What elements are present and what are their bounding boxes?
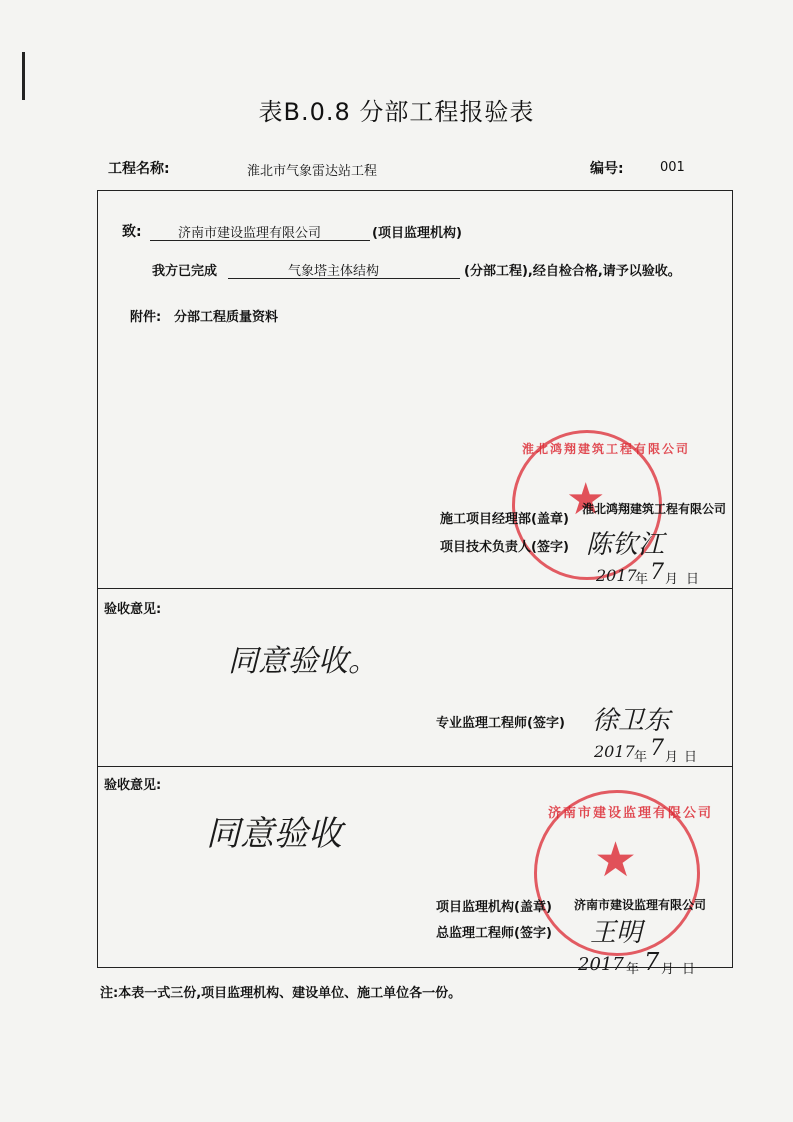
engineer-label: 专业监理工程师(签字): [436, 716, 565, 731]
to-label: 致:: [122, 224, 142, 240]
section2-date-month: 7: [650, 736, 664, 761]
chief-signature: 王明: [590, 918, 643, 948]
contractor-stamp-text: 淮北鸿翔建筑工程有限公司: [522, 442, 691, 456]
org-label: 项目监理机构(盖章): [436, 900, 552, 915]
section1-day-unit: 日: [686, 572, 700, 587]
to-suffix: (项目监理机构): [372, 226, 462, 241]
chief-label: 总监理工程师(签字): [436, 926, 552, 941]
tech-label: 项目技术负责人(签字): [440, 540, 569, 555]
divider-2: [97, 766, 733, 767]
dept-value: 淮北鸿翔建筑工程有限公司: [582, 502, 727, 516]
section2-date-year: 2017: [594, 742, 635, 761]
page-title: 表B.0.8 分部工程报验表: [258, 98, 535, 126]
number-label: 编号:: [590, 161, 624, 177]
to-underline: [150, 240, 370, 241]
section2-month-unit: 月: [665, 750, 679, 765]
section3-date-year: 2017: [578, 954, 624, 975]
completed-suffix: (分部工程),经自检合格,请予以验收。: [464, 264, 681, 279]
number-value: 001: [660, 160, 685, 175]
org-value: 济南市建设监理有限公司: [574, 898, 707, 912]
engineer-signature: 徐卫东: [592, 706, 671, 736]
section2-label: 验收意见:: [104, 602, 162, 617]
tech-signature: 陈钦江: [586, 530, 665, 560]
section1-month-unit: 月: [665, 572, 679, 587]
section3-year-unit: 年: [626, 962, 640, 977]
section2-year-unit: 年: [634, 750, 648, 765]
divider-1: [97, 588, 733, 589]
section1-year-unit: 年: [635, 572, 649, 587]
section3-day-unit: 日: [682, 962, 696, 977]
completed-prefix: 我方已完成: [152, 264, 218, 279]
section2-opinion: 同意验收。: [228, 644, 378, 679]
section3-month-unit: 月: [661, 962, 675, 977]
section3-date-month: 7: [644, 948, 660, 976]
supervisor-stamp-star-icon: ★: [594, 832, 638, 888]
supervisor-stamp-text: 济南市建设监理有限公司: [548, 806, 714, 821]
section3-label: 验收意见:: [104, 778, 162, 793]
dept-label: 施工项目经理部(盖章): [440, 512, 569, 527]
section1-date-year: 2017: [596, 566, 637, 585]
completed-underline: [228, 278, 460, 279]
contractor-stamp-star-icon: ★: [566, 474, 606, 525]
project-name-value: 淮北市气象雷达站工程: [247, 164, 378, 179]
section1-date-month: 7: [650, 560, 664, 585]
footnote: 注:本表一式三份,项目监理机构、建设单位、施工单位各一份。: [100, 986, 462, 1001]
attachment-value: 分部工程质量资料: [174, 310, 279, 325]
section2-day-unit: 日: [684, 750, 698, 765]
to-value: 济南市建设监理有限公司: [178, 226, 322, 241]
project-name-label: 工程名称:: [108, 161, 170, 177]
attachment-label: 附件:: [130, 310, 162, 325]
section3-opinion: 同意验收: [206, 814, 342, 854]
completed-value: 气象塔主体结构: [288, 264, 380, 279]
